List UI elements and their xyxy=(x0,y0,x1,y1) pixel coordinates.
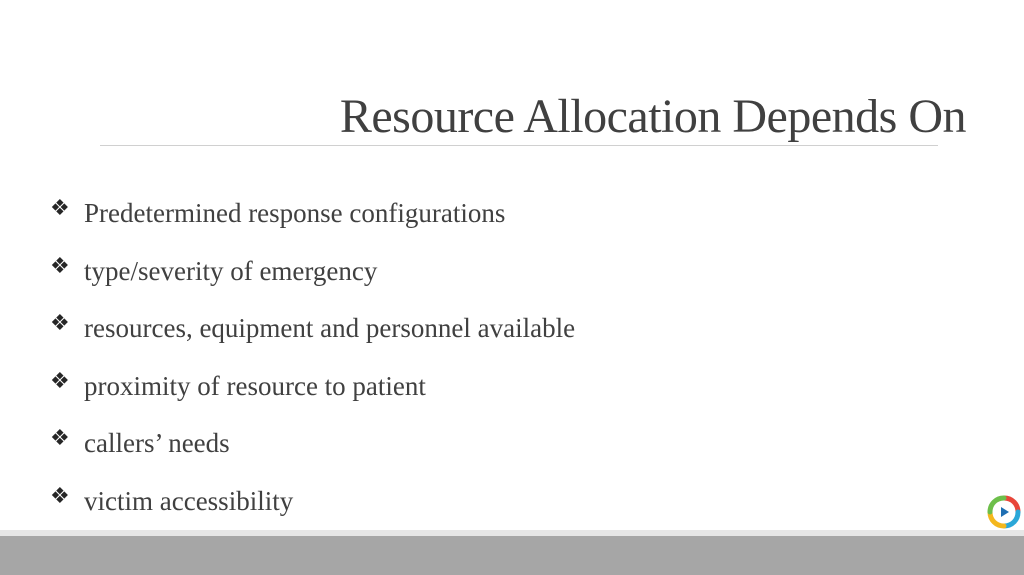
bullet-text: Predetermined response configurations xyxy=(84,198,506,228)
bullet-item xyxy=(50,365,575,423)
bullet-text: proximity of resource to patient xyxy=(84,370,426,401)
bullet-item xyxy=(50,307,575,365)
bullet-item xyxy=(50,422,575,480)
bullet-item xyxy=(50,250,575,308)
bullet-text: victim accessibility xyxy=(84,485,294,516)
title-divider xyxy=(100,145,938,146)
bullet-item xyxy=(50,480,575,538)
diamond-bullet-icon: ❖ xyxy=(50,483,70,509)
diamond-bullet-icon: ❖ xyxy=(50,253,70,279)
diamond-bullet-icon: ❖ xyxy=(50,426,70,452)
diamond-bullet-icon: ❖ xyxy=(50,368,70,394)
bullet-text: resources, equipment and personnel available xyxy=(84,313,576,344)
slide-title: Resource Allocation Depends On xyxy=(339,90,966,143)
footer-bar xyxy=(0,536,1024,575)
colorful-swirl-logo-icon xyxy=(986,494,1022,530)
bullet-item xyxy=(50,192,575,250)
bullet-text: type/severity of emergency xyxy=(84,255,378,286)
bullet-text: callers’ needs xyxy=(84,428,230,459)
diamond-bullet-icon: ❖ xyxy=(50,196,70,221)
bullet-list xyxy=(50,192,575,538)
diamond-bullet-icon: ❖ xyxy=(50,311,70,337)
